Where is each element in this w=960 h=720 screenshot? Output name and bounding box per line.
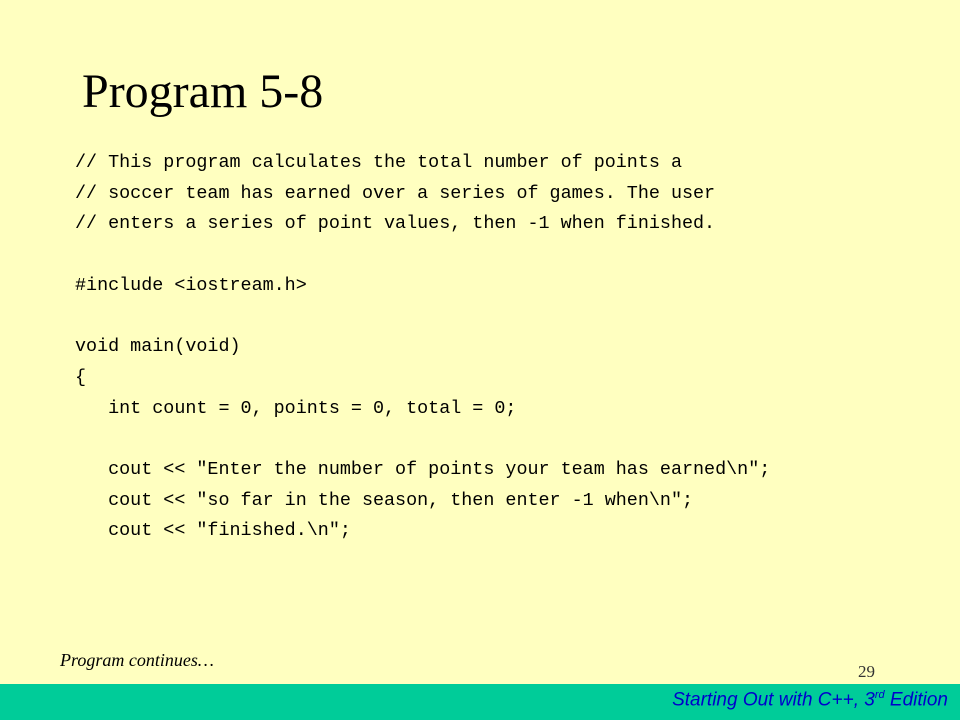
code-listing — [75, 148, 770, 547]
code-line: void main(void) — [75, 336, 241, 358]
slide-title: Program 5-8 — [82, 65, 324, 118]
code-line: cout << "finished.\n"; — [75, 520, 351, 542]
footer-bar — [0, 684, 960, 720]
code-line — [75, 301, 770, 332]
code-line — [75, 424, 770, 455]
book-title-suffix: Edition — [884, 689, 948, 711]
code-line: #include <iostream.h> — [75, 274, 307, 296]
code-line: { — [75, 366, 87, 388]
code-line: // enters a series of point values, then -1 when finished. — [75, 213, 716, 235]
code-line — [75, 240, 770, 271]
code-line: // This program calculates the total number of points a — [75, 152, 682, 173]
book-title-prefix: Starting Out with C++, 3 — [672, 689, 875, 711]
edition-superscript: rd — [874, 689, 885, 701]
book-title-footer — [672, 689, 948, 711]
code-line: cout << "Enter the number of points your team has earned\n"; — [75, 458, 771, 480]
code-line: int count = 0, points = 0, total = 0; — [75, 397, 517, 419]
code-line: // soccer team has earned over a series of games. The user — [75, 182, 716, 204]
program-continues-note: Program continues… — [60, 650, 214, 670]
code-line: cout << "so far in the season, then enter -1 when\n"; — [75, 489, 694, 511]
page-number: 29 — [858, 662, 875, 681]
